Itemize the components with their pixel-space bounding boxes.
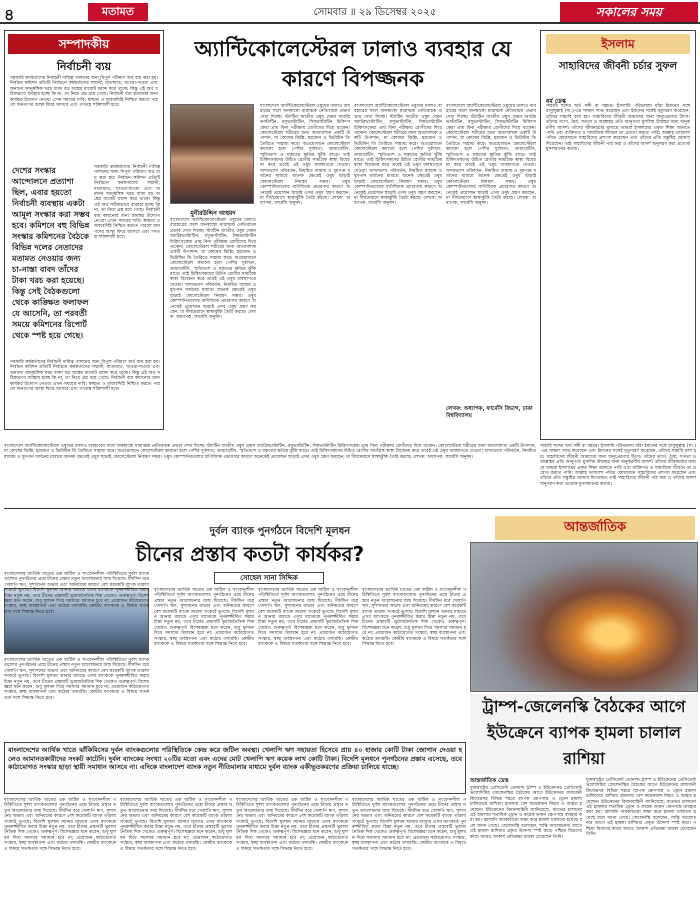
- bank-article-col-2: বাংলাদেশের আর্থিক খাতের এক জটিল ও সংবেদনশীল পরিস্থিতিতে দুর্বল ব্যাংকগুলোর পুনর্গঠনের প্রশ্নে চীনের প্রস্তাব নতুন আলোচনার জন্ম দিয়েছে। দীর্ঘদিন ধরে খেলাপি ঋণ, সুশাসনের অভাব এবং অনিয়মের কারণে বেশ কয়েকটি ব্যাংক তারল্য সংকটে ভুগছে। বিদেশি মূলধন আনার মাধ্যমে এসব ব্যাংককে পুনরুজ্জীবিত করার চিন্তা নতুন নয়, তবে চীনের প্রস্তাবটি ভূরাজনৈতিক দিক থেকেও গুরুত্বপূর্ণ। বিশেষজ্ঞরা মনে করেন, শুধু মূলধন দিয়ে সমস্যার সমাধান হবে না; প্রয়োজন কাঠামোগত সংস্কার, স্বচ্ছ ব্যবস্থাপনা এবং কঠোর তদারকি। কেন্দ্রীয় ব্যাংককে এ বিষয়ে সতর্কতার সঙ্গে সিদ্ধান্ত নিতে হবে।: [154, 588, 254, 648]
- bank-article-author: সোহেল সানা সিদ্দিক: [214, 572, 324, 584]
- editorial-pull-quote: দেশের সংস্কার আন্দোলনে প্রত্যাশা ছিল, এবার হয়তো নির্বাচনী ব্যবস্থায় একটা আমূল সংস্কার করা সম্ভব হবে। কমিশনে বহু বিভিন্ন সংস্কার কমিশনের বৈঠকে বিভিন্ন দলের নেতাদের মতামত নেওয়ার জন্য চা-নাস্তা বাবদ তাঁদের টাকা খরচ করা হয়েছে। কিন্তু সেই বৈঠকগুলো থেকে কাঙ্ক্ষিত ফলাফল যে আসেনি, তা পরবর্তী সময়ে কমিশনের রিপোর্ট থেকে স্পষ্ট হয়ে গেছে।: [12, 166, 90, 340]
- international-title: ট্রাম্প-জেলেনস্কি বৈঠকের আগে ইউক্রেনে ব্যাপক হামলা চালাল রাশিয়া: [470, 694, 698, 774]
- bank-highlight-text: বাংলাদেশের আর্থিক খাতে ঝাঁকিমিসের দুর্বল ব্যাংকগুলোর পরিস্থিতিকে কেন্দ্র করে জটিল অবস্থা। খেলাপি ঋণ সহায়তা হিসেবে প্রায় ৪০ হাজার কোটি টাকা জোগান দেওয়া হলেও আমানতকারীদের সংকট কাটেনি। দুর্বল ব্যাংকের সংখ্যা ২০টির মতো এবং এদের মোট খেলাপি ঋণ কয়েক লাখ কোটি টাকা। বিদেশি মূলধনে পুনর্গঠনের প্রস্তাব এসেছে, তবে কাঠামোগত সংস্কার ছাড়া স্থায়ী সমাধান আসবে না। এদিকে বাংলাদেশ ব্যাংক নতুন নীতিমালার মাধ্যমে দুর্বল ব্যাংক একীভূতকরণের প্রক্রিয়া চালিয়ে যাচ্ছে।: [8, 746, 462, 772]
- islam-heading: ইসলাম: [546, 34, 690, 54]
- main-article-signoff: লেখক: অধ্যাপক, ফার্মেসি বিভাগ, ঢাকা বিশ্ববিদ্যালয়: [446, 406, 533, 419]
- bank-article-col-1: বাংলাদেশের আর্থিক খাতের এক জটিল ও সংবেদনশীল পরিস্থিতিতে দুর্বল ব্যাংকগুলোর পুনর্গঠনের প্রশ্নে চীনের প্রস্তাব নতুন আলোচনার জন্ম দিয়েছে। দীর্ঘদিন ধরে খেলাপি ঋণ, সুশাসনের অভাব এবং অনিয়মের কারণে বেশ কয়েকটি ব্যাংক তারল্য সংকটে ভুগছে। বিদেশি মূলধন আনার মাধ্যমে এসব ব্যাংককে পুনরুজ্জীবিত করার চিন্তা নতুন নয়, তবে চীনের প্রস্তাবটি ভূরাজনৈতিক দিক থেকেও গুরুত্বপূর্ণ। বিশেষজ্ঞরা মনে করেন, শুধু মূলধন দিয়ে সমস্যার সমাধান হবে না; প্রয়োজন কাঠামোগত সংস্কার, স্বচ্ছ ব্যবস্থাপনা এবং কঠোর তদারকি। কেন্দ্রীয় ব্যাংককে এ বিষয়ে সতর্কতার সঙ্গে সিদ্ধান্ত নিতে হবে।: [4, 658, 150, 701]
- international-desk-label: আন্তর্জাতিক ডেস্ক: [470, 778, 509, 784]
- editorial-body-bottom: সরকারি কর্মকর্তাদের নির্বাচনী দায়িত্ব পালনের জন্য বিপুল পরিমাণ অর্থ ব্যয় করা হয়। নির্বাচন কমিশন প্রতিটি নির্বাচনে কর্মকর্তাদের সম্মানী, যাতায়াত, খাওয়া-দাওয়া এবং অন্যান্য আনুষঙ্গিক খরচ বাবদ বড় অঙ্কের বাজেট বরাদ্দ করে থাকে। কিন্তু এই অর্থ সঠিকভাবে ব্যবহার হচ্ছে কি না, তা নিয়ে প্রশ্ন রয়ে গেছে। নির্বাচনী ব্যয় কমানোর জন্য কার্যকর উদ্যোগ নেওয়া এখন সময়ের দাবি। স্বচ্ছতা ও জবাবদিহি নিশ্চিত করতে পারলে জনগণের আস্থা ফিরে আসবে এবং গণতন্ত্র শক্তিশালী হবে।: [10, 360, 160, 393]
- bank-article-col-4: বাংলাদেশের আর্থিক খাতের এক জটিল ও সংবেদনশীল পরিস্থিতিতে দুর্বল ব্যাংকগুলোর পুনর্গঠনের প্রশ্নে চীনের প্রস্তাব নতুন আলোচনার জন্ম দিয়েছে। দীর্ঘদিন ধরে খেলাপি ঋণ, সুশাসনের অভাব এবং অনিয়মের কারণে বেশ কয়েকটি ব্যাংক তারল্য সংকটে ভুগছে। বিদেশি মূলধন আনার মাধ্যমে এসব ব্যাংককে পুনরুজ্জীবিত করার চিন্তা নতুন নয়, তবে চীনের প্রস্তাবটি ভূরাজনৈতিক দিক থেকেও গুরুত্বপূর্ণ। বিশেষজ্ঞরা মনে করেন, শুধু মূলধন দিয়ে সমস্যার সমাধান হবে না; প্রয়োজন কাঠামোগত সংস্কার, স্বচ্ছ ব্যবস্থাপনা এবং কঠোর তদারকি। কেন্দ্রীয় ব্যাংককে এ বিষয়ে সতর্কতার সঙ্গে সিদ্ধান্ত নিতে হবে।: [362, 588, 466, 648]
- international-col-1: যুক্তরাষ্ট্রের প্রেসিডেন্ট ডোনাল্ড ট্রাম্প ও ইউক্রেনের প্রেসিডেন্ট ভলোদিমির জেলেনস্কির বৈঠকের আগে ইউক্রেনের রাজধানী কিয়েভসহ বিভিন্ন শহরে ব্যাপক ক্ষেপণাস্ত্র ও ড্রোন হামলা চালিয়েছে রাশিয়া। হামলায় বেশ কয়েকজন নিহত ও আহত হয়েছেন। ইউক্রেনের বিমানবাহিনী জানিয়েছে, রাতভর চালানো এই হামলায় শতাধিক ড্রোন ও কয়েক ডজন ক্ষেপণাস্ত্র ব্যবহার করা হয়। জ্বালানি অবকাঠামো লক্ষ্য করে হামলা চালানো হয়েছে বলে জানা গেছে। জেলেনস্কি বলেছেন, শান্তি আলোচনার আগে এই হামলা রাশিয়ার প্রকৃত উদ্দেশ্য স্পষ্ট করে। পশ্চিমা মিত্রদের কাছে আরও আকাশ প্রতিরক্ষা ব্যবস্থা চেয়েছেন তিনি।: [470, 786, 582, 840]
- main-article-continued: বাংলাদেশে অ্যান্টিকোলেস্টেরল ওষুধের ঢালাও ব্যবহারের ফলে জনস্বাস্থ্যে মারাত্মক নেতিবাচক প্রভাব দেখা দিচ্ছে। স্ট্যাটিন জাতীয় ওষুধ যেমন অ্যাটরভাস্টাটিন, রসুভাস্টাটিন, সিমভাস্টাটিন চিকিৎসকেরা প্রায় বিনা পরীক্ষায় রোগীদের দিয়ে থাকেন। কোলেস্টেরল শরীরের জন্য অত্যাবশ্যক একটি উপাদান, যা কোষের ঝিল্লি, হরমোন ও ভিটামিন ডি তৈরিতে সাহায্য করে। অপ্রয়োজনে কোলেস্টেরল কমানো হলে পেশির দুর্বলতা, ডায়াবেটিস, স্মৃতিভ্রংশ ও যকৃতের ক্ষতির ঝুঁকি বাড়ে। তাই চিকিৎসকদের উচিত রোগীর সামগ্রিক স্বাস্থ্য বিবেচনা করে তবেই এই ওষুধ ব্যবস্থাপত্রে দেওয়া। খাদ্যাভ্যাস পরিবর্তন, নিয়মিত ব্যায়াম ও ধূমপান বর্জনের মাধ্যমে অনেক ক্ষেত্রেই ওষুধ ছাড়াই কোলেস্টেরল নিয়ন্ত্রণ সম্ভব। ওষুধ কোম্পানিগুলোর বাণিজ্যিক প্রচারণার কারণে অনেকেই প্রয়োজন ছাড়াই এসব ওষুধ গ্রহণ করছেন, যা দীর্ঘমেয়াদে স্বাস্থ্যঝুঁকি তৈরি করছে। লেখক: অধ্যাপক, ফার্মেসি অনুষদ।: [4, 444, 536, 460]
- international-col-2: যুক্তরাষ্ট্রের প্রেসিডেন্ট ডোনাল্ড ট্রাম্প ও ইউক্রেনের প্রেসিডেন্ট ভলোদিমির জেলেনস্কির বৈঠকের আগে ইউক্রেনের রাজধানী কিয়েভসহ বিভিন্ন শহরে ব্যাপক ক্ষেপণাস্ত্র ও ড্রোন হামলা চালিয়েছে রাশিয়া। হামলায় বেশ কয়েকজন নিহত ও আহত হয়েছেন। ইউক্রেনের বিমানবাহিনী জানিয়েছে, রাতভর চালানো এই হামলায় শতাধিক ড্রোন ও কয়েক ডজন ক্ষেপণাস্ত্র ব্যবহার করা হয়। জ্বালানি অবকাঠামো লক্ষ্য করে হামলা চালানো হয়েছে বলে জানা গেছে। জেলেনস্কি বলেছেন, শান্তি আলোচনার আগে এই হামলা রাশিয়ার প্রকৃত উদ্দেশ্য স্পষ্ট করে। পশ্চিমা মিত্রদের কাছে আরও আকাশ প্রতিরক্ষা ব্যবস্থা চেয়েছেন তিনি।: [586, 778, 696, 838]
- editorial-heading: সম্পাদকীয়: [8, 34, 160, 54]
- bank-article-lead: বাংলাদেশের আর্থিক খাতের এক জটিল ও সংবেদনশীল পরিস্থিতিতে দুর্বল ব্যাংকগুলোর পুনর্গঠনের প্রশ্নে চীনের প্রস্তাব নতুন আলোচনার জন্ম দিয়েছে। দীর্ঘদিন ধরে খেলাপি ঋণ, সুশাসনের অভাব এবং অনিয়মের কারণে বেশ কয়েকটি ব্যাংক তারল্য সংকটে ভুগছে। বিদেশি মূলধন আনার মাধ্যমে এসব ব্যাংককে পুনরুজ্জীবিত করার চিন্তা নতুন নয়, তবে চীনের প্রস্তাবটি ভূরাজনৈতিক দিক থেকেও গুরুত্বপূর্ণ। বিশেষজ্ঞরা মনে করেন, শুধু মূলধন দিয়ে সমস্যার সমাধান হবে না; প্রয়োজন কাঠামোগত সংস্কার, স্বচ্ছ ব্যবস্থাপনা এবং কঠোর তদারকি। কেন্দ্রীয় ব্যাংককে এ বিষয়ে সতর্কতার সঙ্গে সিদ্ধান্ত নিতে হবে।: [4, 572, 150, 615]
- bank-article-col-8: বাংলাদেশের আর্থিক খাতের এক জটিল ও সংবেদনশীল পরিস্থিতিতে দুর্বল ব্যাংকগুলোর পুনর্গঠনের প্রশ্নে চীনের প্রস্তাব নতুন আলোচনার জন্ম দিয়েছে। দীর্ঘদিন ধরে খেলাপি ঋণ, সুশাসনের অভাব এবং অনিয়মের কারণে বেশ কয়েকটি ব্যাংক তারল্য সংকটে ভুগছে। বিদেশি মূলধন আনার মাধ্যমে এসব ব্যাংককে পুনরুজ্জীবিত করার চিন্তা নতুন নয়, তবে চীনের প্রস্তাবটি ভূরাজনৈতিক দিক থেকেও গুরুত্বপূর্ণ। বিশেষজ্ঞরা মনে করেন, শুধু মূলধন দিয়ে সমস্যার সমাধান হবে না; প্রয়োজন কাঠামোগত সংস্কার, স্বচ্ছ ব্যবস্থাপনা এবং কঠোর তদারকি। কেন্দ্রীয় ব্যাংককে এ বিষয়ে সতর্কতার সঙ্গে সিদ্ধান্ত নিতে হবে।: [352, 798, 466, 852]
- bank-article-title: চীনের প্রস্তাব কতটা কার্যকর?: [135, 542, 365, 566]
- issue-date: সোমবার ॥ ২৯ ডিসেম্বর ২০২৫: [313, 7, 437, 18]
- main-article-col-3: বাংলাদেশে অ্যান্টিকোলেস্টেরল ওষুধের ঢালাও ব্যবহারের ফলে জনস্বাস্থ্যে মারাত্মক নেতিবাচক প্রভাব দেখা দিচ্ছে। স্ট্যাটিন জাতীয় ওষুধ যেমন অ্যাটরভাস্টাটিন, রসুভাস্টাটিন, সিমভাস্টাটিন চিকিৎসকেরা প্রায় বিনা পরীক্ষায় রোগীদের দিয়ে থাকেন। কোলেস্টেরল শরীরের জন্য অত্যাবশ্যক একটি উপাদান, যা কোষের ঝিল্লি, হরমোন ও ভিটামিন ডি তৈরিতে সাহায্য করে। অপ্রয়োজনে কোলেস্টেরল কমানো হলে পেশির দুর্বলতা, ডায়াবেটিস, স্মৃতিভ্রংশ ও যকৃতের ক্ষতির ঝুঁকি বাড়ে। তাই চিকিৎসকদের উচিত রোগীর সামগ্রিক স্বাস্থ্য বিবেচনা করে তবেই এই ওষুধ ব্যবস্থাপত্রে দেওয়া। খাদ্যাভ্যাস পরিবর্তন, নিয়মিত ব্যায়াম ও ধূমপান বর্জনের মাধ্যমে অনেক ক্ষেত্রেই ওষুধ ছাড়াই কোলেস্টেরল নিয়ন্ত্রণ সম্ভব। ওষুধ কোম্পানিগুলোর বাণিজ্যিক প্রচারণার কারণে অনেকেই প্রয়োজন ছাড়াই এসব ওষুধ গ্রহণ করছেন, যা দীর্ঘমেয়াদে স্বাস্থ্যঝুঁকি তৈরি করছে। লেখক: অধ্যাপক, ফার্মেসি অনুষদ।: [354, 104, 442, 207]
- page-number: ৪: [4, 5, 15, 24]
- bank-article-col-5: বাংলাদেশের আর্থিক খাতের এক জটিল ও সংবেদনশীল পরিস্থিতিতে দুর্বল ব্যাংকগুলোর পুনর্গঠনের প্রশ্নে চীনের প্রস্তাব নতুন আলোচনার জন্ম দিয়েছে। দীর্ঘদিন ধরে খেলাপি ঋণ, সুশাসনের অভাব এবং অনিয়মের কারণে বেশ কয়েকটি ব্যাংক তারল্য সংকটে ভুগছে। বিদেশি মূলধন আনার মাধ্যমে এসব ব্যাংককে পুনরুজ্জীবিত করার চিন্তা নতুন নয়, তবে চীনের প্রস্তাবটি ভূরাজনৈতিক দিক থেকেও গুরুত্বপূর্ণ। বিশেষজ্ঞরা মনে করেন, শুধু মূলধন দিয়ে সমস্যার সমাধান হবে না; প্রয়োজন কাঠামোগত সংস্কার, স্বচ্ছ ব্যবস্থাপনা এবং কঠোর তদারকি। কেন্দ্রীয় ব্যাংককে এ বিষয়ে সতর্কতার সঙ্গে সিদ্ধান্ত নিতে হবে।: [4, 798, 116, 852]
- islam-body-continued: সাহাবি শব্দের অর্থ সঙ্গী বা সহচর। ইসলামি পরিভাষায় যাঁরা ইমানের সঙ্গে রাসুলুল্লাহ (সা.)-এর সাক্ষাৎ লাভ করেছেন এবং ইমানের সঙ্গেই মৃত্যুবরণ করেছেন, তাঁদের সাহাবি বলা হয়। সাহাবিদের জীবনী আমাদের জন্য অনুপ্রেরণার উৎস। তাঁদের ত্যাগ, ধৈর্য, সততা ও আল্লাহর প্রতি আনুগত্য মুসলিম উম্মাহর জন্য অনুকরণীয় আদর্শ। তাঁদের জীবনচর্চার মাধ্যমে আমরা ইসলামের প্রকৃত শিক্ষা জানতে পারি এবং ব্যক্তিগত ও সামাজিক জীবনে তা প্রয়োগ করতে পারি। আল্লাহ তাআলা পবিত্র কোরআনে সাহাবিদের প্রশংসা করেছেন এবং তাঁদের প্রতি সন্তুষ্টির ঘোষণা দিয়েছেন। তাই সাহাবিদের জীবনী পাঠ করা ও তাঁদের আদর্শ অনুসরণ করা প্রত্যেক মুসলমানের কর্তব্য।: [540, 444, 696, 487]
- main-article-title: অ্যান্টিকোলেস্টেরল ঢালাও ব্যবহার যে কারণে বিপজ্জনক: [194, 37, 512, 91]
- international-photo: [470, 542, 698, 692]
- author-photo: [170, 104, 254, 204]
- editorial-body-side: সরকারি কর্মকর্তাদের নির্বাচনী দায়িত্ব পালনের জন্য বিপুল পরিমাণ অর্থ ব্যয় করা হয়। নির্বাচন কমিশন প্রতিটি নির্বাচনে কর্মকর্তাদের সম্মানী, যাতায়াত, খাওয়া-দাওয়া এবং অন্যান্য আনুষঙ্গিক খরচ বাবদ বড় অঙ্কের বাজেট বরাদ্দ করে থাকে। কিন্তু এই অর্থ সঠিকভাবে ব্যবহার হচ্ছে কি না, তা নিয়ে প্রশ্ন রয়ে গেছে। নির্বাচনী ব্যয় কমানোর জন্য কার্যকর উদ্যোগ নেওয়া এখন সময়ের দাবি। স্বচ্ছতা ও জবাবদিহি নিশ্চিত করতে পারলে জনগণের আস্থা ফিরে আসবে এবং গণতন্ত্র শক্তিশালী হবে।: [94, 165, 160, 241]
- bank-article-col-3: বাংলাদেশের আর্থিক খাতের এক জটিল ও সংবেদনশীল পরিস্থিতিতে দুর্বল ব্যাংকগুলোর পুনর্গঠনের প্রশ্নে চীনের প্রস্তাব নতুন আলোচনার জন্ম দিয়েছে। দীর্ঘদিন ধরে খেলাপি ঋণ, সুশাসনের অভাব এবং অনিয়মের কারণে বেশ কয়েকটি ব্যাংক তারল্য সংকটে ভুগছে। বিদেশি মূলধন আনার মাধ্যমে এসব ব্যাংককে পুনরুজ্জীবিত করার চিন্তা নতুন নয়, তবে চীনের প্রস্তাবটি ভূরাজনৈতিক দিক থেকেও গুরুত্বপূর্ণ। বিশেষজ্ঞরা মনে করেন, শুধু মূলধন দিয়ে সমস্যার সমাধান হবে না; প্রয়োজন কাঠামোগত সংস্কার, স্বচ্ছ ব্যবস্থাপনা এবং কঠোর তদারকি। কেন্দ্রীয় ব্যাংককে এ বিষয়ে সতর্কতার সঙ্গে সিদ্ধান্ত নিতে হবে।: [258, 588, 358, 648]
- islam-title: সাহাবিদের জীবনী চর্চার সুফল: [558, 61, 678, 72]
- main-article-col-2: বাংলাদেশে অ্যান্টিকোলেস্টেরল ওষুধের ঢালাও ব্যবহারের ফলে জনস্বাস্থ্যে মারাত্মক নেতিবাচক প্রভাব দেখা দিচ্ছে। স্ট্যাটিন জাতীয় ওষুধ যেমন অ্যাটরভাস্টাটিন, রসুভাস্টাটিন, সিমভাস্টাটিন চিকিৎসকেরা প্রায় বিনা পরীক্ষায় রোগীদের দিয়ে থাকেন। কোলেস্টেরল শরীরের জন্য অত্যাবশ্যক একটি উপাদান, যা কোষের ঝিল্লি, হরমোন ও ভিটামিন ডি তৈরিতে সাহায্য করে। অপ্রয়োজনে কোলেস্টেরল কমানো হলে পেশির দুর্বলতা, ডায়াবেটিস, স্মৃতিভ্রংশ ও যকৃতের ক্ষতির ঝুঁকি বাড়ে। তাই চিকিৎসকদের উচিত রোগীর সামগ্রিক স্বাস্থ্য বিবেচনা করে তবেই এই ওষুধ ব্যবস্থাপত্রে দেওয়া। খাদ্যাভ্যাস পরিবর্তন, নিয়মিত ব্যায়াম ও ধূমপান বর্জনের মাধ্যমে অনেক ক্ষেত্রেই ওষুধ ছাড়াই কোলেস্টেরল নিয়ন্ত্রণ সম্ভব। ওষুধ কোম্পানিগুলোর বাণিজ্যিক প্রচারণার কারণে অনেকেই প্রয়োজন ছাড়াই এসব ওষুধ গ্রহণ করছেন, যা দীর্ঘমেয়াদে স্বাস্থ্যঝুঁকি তৈরি করছে। লেখক: অধ্যাপক, ফার্মেসি অনুষদ।: [260, 104, 350, 207]
- newspaper-brand: সকালের সময়: [560, 2, 698, 22]
- editorial-body-top: সরকারি কর্মকর্তাদের নির্বাচনী দায়িত্ব পালনের জন্য বিপুল পরিমাণ অর্থ ব্যয় করা হয়। নির্বাচন কমিশন প্রতিটি নির্বাচনে কর্মকর্তাদের সম্মানী, যাতায়াত, খাওয়া-দাওয়া এবং অন্যান্য আনুষঙ্গিক খরচ বাবদ বড় অঙ্কের বাজেট বরাদ্দ করে থাকে। কিন্তু এই অর্থ সঠিকভাবে ব্যবহার হচ্ছে কি না, তা নিয়ে প্রশ্ন রয়ে গেছে। নির্বাচনী ব্যয় কমানোর জন্য কার্যকর উদ্যোগ নেওয়া এখন সময়ের দাবি। স্বচ্ছতা ও জবাবদিহি নিশ্চিত করতে পারলে জনগণের আস্থা ফিরে আসবে এবং গণতন্ত্র শক্তিশালী হবে।: [10, 76, 158, 109]
- islam-desk-label: ধর্ম ডেস্ক: [546, 98, 566, 105]
- bank-article-kicker: দুর্বল ব্যাংক পুনর্গঠনে বিদেশি মূলধন: [209, 526, 351, 537]
- bank-article-col-7: বাংলাদেশের আর্থিক খাতের এক জটিল ও সংবেদনশীল পরিস্থিতিতে দুর্বল ব্যাংকগুলোর পুনর্গঠনের প্রশ্নে চীনের প্রস্তাব নতুন আলোচনার জন্ম দিয়েছে। দীর্ঘদিন ধরে খেলাপি ঋণ, সুশাসনের অভাব এবং অনিয়মের কারণে বেশ কয়েকটি ব্যাংক তারল্য সংকটে ভুগছে। বিদেশি মূলধন আনার মাধ্যমে এসব ব্যাংককে পুনরুজ্জীবিত করার চিন্তা নতুন নয়, তবে চীনের প্রস্তাবটি ভূরাজনৈতিক দিক থেকেও গুরুত্বপূর্ণ। বিশেষজ্ঞরা মনে করেন, শুধু মূলধন দিয়ে সমস্যার সমাধান হবে না; প্রয়োজন কাঠামোগত সংস্কার, স্বচ্ছ ব্যবস্থাপনা এবং কঠোর তদারকি। কেন্দ্রীয় ব্যাংককে এ বিষয়ে সতর্কতার সঙ্গে সিদ্ধান্ত নিতে হবে।: [236, 798, 348, 852]
- editorial-title: নির্বাচনী ব্যয়: [56, 60, 112, 73]
- section-divider: [4, 508, 696, 509]
- main-article-col-4: বাংলাদেশে অ্যান্টিকোলেস্টেরল ওষুধের ঢালাও ব্যবহারের ফলে জনস্বাস্থ্যে মারাত্মক নেতিবাচক প্রভাব দেখা দিচ্ছে। স্ট্যাটিন জাতীয় ওষুধ যেমন অ্যাটরভাস্টাটিন, রসুভাস্টাটিন, সিমভাস্টাটিন চিকিৎসকেরা প্রায় বিনা পরীক্ষায় রোগীদের দিয়ে থাকেন। কোলেস্টেরল শরীরের জন্য অত্যাবশ্যক একটি উপাদান, যা কোষের ঝিল্লি, হরমোন ও ভিটামিন ডি তৈরিতে সাহায্য করে। অপ্রয়োজনে কোলেস্টেরল কমানো হলে পেশির দুর্বলতা, ডায়াবেটিস, স্মৃতিভ্রংশ ও যকৃতের ক্ষতির ঝুঁকি বাড়ে। তাই চিকিৎসকদের উচিত রোগীর সামগ্রিক স্বাস্থ্য বিবেচনা করে তবেই এই ওষুধ ব্যবস্থাপত্রে দেওয়া। খাদ্যাভ্যাস পরিবর্তন, নিয়মিত ব্যায়াম ও ধূমপান বর্জনের মাধ্যমে অনেক ক্ষেত্রেই ওষুধ ছাড়াই কোলেস্টেরল নিয়ন্ত্রণ সম্ভব। ওষুধ কোম্পানিগুলোর বাণিজ্যিক প্রচারণার কারণে অনেকেই প্রয়োজন ছাড়াই এসব ওষুধ গ্রহণ করছেন, যা দীর্ঘমেয়াদে স্বাস্থ্যঝুঁকি তৈরি করছে। লেখক: অধ্যাপক, ফার্মেসি অনুষদ।: [446, 104, 536, 207]
- main-article-col-1: বাংলাদেশে অ্যান্টিকোলেস্টেরল ওষুধের ঢালাও ব্যবহারের ফলে জনস্বাস্থ্যে মারাত্মক নেতিবাচক প্রভাব দেখা দিচ্ছে। স্ট্যাটিন জাতীয় ওষুধ যেমন অ্যাটরভাস্টাটিন, রসুভাস্টাটিন, সিমভাস্টাটিন চিকিৎসকেরা প্রায় বিনা পরীক্ষায় রোগীদের দিয়ে থাকেন। কোলেস্টেরল শরীরের জন্য অত্যাবশ্যক একটি উপাদান, যা কোষের ঝিল্লি, হরমোন ও ভিটামিন ডি তৈরিতে সাহায্য করে। অপ্রয়োজনে কোলেস্টেরল কমানো হলে পেশির দুর্বলতা, ডায়াবেটিস, স্মৃতিভ্রংশ ও যকৃতের ক্ষতির ঝুঁকি বাড়ে। তাই চিকিৎসকদের উচিত রোগীর সামগ্রিক স্বাস্থ্য বিবেচনা করে তবেই এই ওষুধ ব্যবস্থাপত্রে দেওয়া। খাদ্যাভ্যাস পরিবর্তন, নিয়মিত ব্যায়াম ও ধূমপান বর্জনের মাধ্যমে অনেক ক্ষেত্রেই ওষুধ ছাড়াই কোলেস্টেরল নিয়ন্ত্রণ সম্ভব। ওষুধ কোম্পানিগুলোর বাণিজ্যিক প্রচারণার কারণে অনেকেই প্রয়োজন ছাড়াই এসব ওষুধ গ্রহণ করছেন, যা দীর্ঘমেয়াদে স্বাস্থ্যঝুঁকি তৈরি করছে। লেখক: অধ্যাপক, ফার্মেসি অনুষদ।: [170, 218, 256, 321]
- islam-body: সাহাবি শব্দের অর্থ সঙ্গী বা সহচর। ইসলামি পরিভাষায় যাঁরা ইমানের সঙ্গে রাসুলুল্লাহ (সা.)-এর সাক্ষাৎ লাভ করেছেন এবং ইমানের সঙ্গেই মৃত্যুবরণ করেছেন, তাঁদের সাহাবি বলা হয়। সাহাবিদের জীবনী আমাদের জন্য অনুপ্রেরণার উৎস। তাঁদের ত্যাগ, ধৈর্য, সততা ও আল্লাহর প্রতি আনুগত্য মুসলিম উম্মাহর জন্য অনুকরণীয় আদর্শ। তাঁদের জীবনচর্চার মাধ্যমে আমরা ইসলামের প্রকৃত শিক্ষা জানতে পারি এবং ব্যক্তিগত ও সামাজিক জীবনে তা প্রয়োগ করতে পারি। আল্লাহ তাআলা পবিত্র কোরআনে সাহাবিদের প্রশংসা করেছেন এবং তাঁদের প্রতি সন্তুষ্টির ঘোষণা দিয়েছেন। তাই সাহাবিদের জীবনী পাঠ করা ও তাঁদের আদর্শ অনুসরণ করা প্রত্যেক মুসলমানের কর্তব্য।: [546, 104, 690, 153]
- bank-article-col-6: বাংলাদেশের আর্থিক খাতের এক জটিল ও সংবেদনশীল পরিস্থিতিতে দুর্বল ব্যাংকগুলোর পুনর্গঠনের প্রশ্নে চীনের প্রস্তাব নতুন আলোচনার জন্ম দিয়েছে। দীর্ঘদিন ধরে খেলাপি ঋণ, সুশাসনের অভাব এবং অনিয়মের কারণে বেশ কয়েকটি ব্যাংক তারল্য সংকটে ভুগছে। বিদেশি মূলধন আনার মাধ্যমে এসব ব্যাংককে পুনরুজ্জীবিত করার চিন্তা নতুন নয়, তবে চীনের প্রস্তাবটি ভূরাজনৈতিক দিক থেকেও গুরুত্বপূর্ণ। বিশেষজ্ঞরা মনে করেন, শুধু মূলধন দিয়ে সমস্যার সমাধান হবে না; প্রয়োজন কাঠামোগত সংস্কার, স্বচ্ছ ব্যবস্থাপনা এবং কঠোর তদারকি। কেন্দ্রীয় ব্যাংককে এ বিষয়ে সতর্কতার সঙ্গে সিদ্ধান্ত নিতে হবে।: [120, 798, 232, 852]
- international-heading: আন্তর্জাতিক: [495, 516, 695, 540]
- section-label: মতামত: [88, 3, 148, 21]
- main-article-author: মুনীরউদ্দিন আহমদ: [190, 210, 236, 217]
